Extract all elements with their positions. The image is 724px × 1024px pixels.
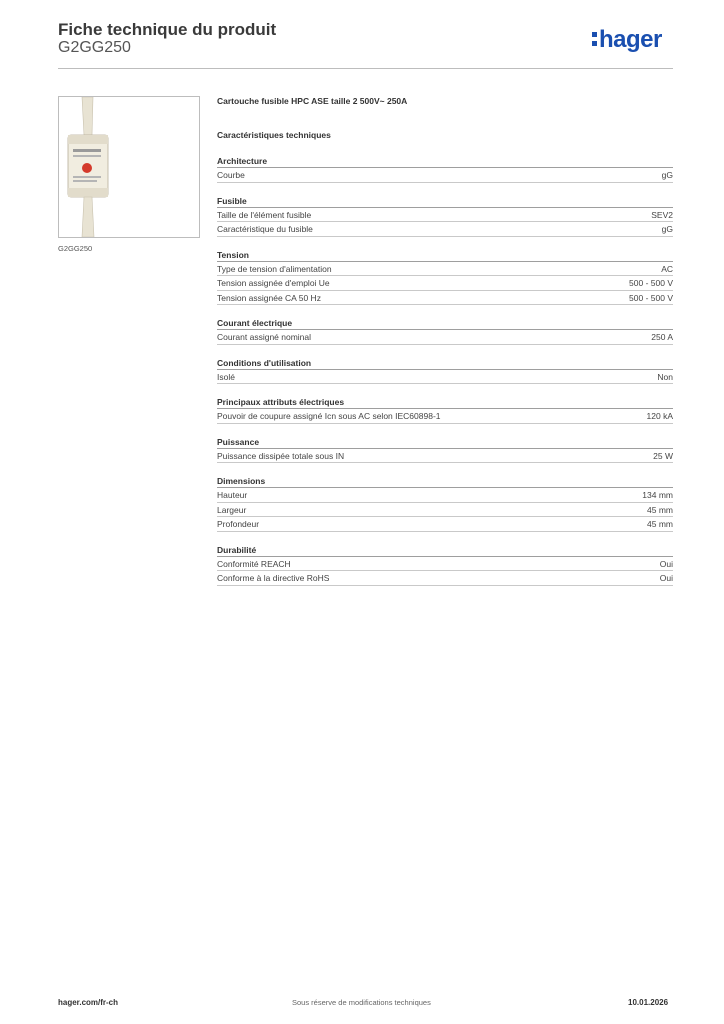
spec-label: Largeur (217, 504, 247, 515)
section-title: Puissance (217, 436, 673, 449)
spec-section (217, 249, 673, 306)
spec-value: 25 W (653, 450, 673, 461)
spec-label: Puissance dissipée totale sous IN (217, 450, 345, 461)
spec-row (217, 330, 673, 345)
logo-text: hager (599, 26, 662, 53)
spec-label: Conformité REACH (217, 558, 291, 569)
spec-section (217, 396, 673, 424)
image-caption: G2GG250 (58, 244, 93, 253)
spec-label: Courant assigné nominal (217, 332, 312, 342)
spec-row (217, 291, 673, 306)
spec-section (217, 155, 673, 183)
spec-row (217, 488, 673, 503)
section-title: Courant électrique (217, 317, 673, 330)
section-title: Architecture (217, 155, 673, 168)
spec-row (217, 262, 673, 277)
spec-value: 500 - 500 V (629, 292, 673, 303)
spec-row (217, 208, 673, 223)
spec-value: SEV2 (651, 209, 673, 220)
spec-row (217, 449, 673, 464)
spec-sections (217, 155, 673, 598)
section-title: Principaux attributs électriques (217, 396, 673, 409)
spec-value: 134 mm (642, 490, 673, 500)
product-reference: G2GG250 (58, 39, 131, 56)
spec-value: 250 A (651, 332, 673, 342)
spec-value: 500 - 500 V (629, 278, 673, 288)
spec-label: Hauteur (217, 490, 248, 500)
spec-row (217, 517, 673, 532)
header-divider (58, 68, 673, 69)
spec-label: Conforme à la directive RoHS (217, 573, 330, 583)
spec-row (217, 409, 673, 424)
section-title: Durabilité (217, 544, 673, 557)
spec-value: 120 kA (646, 411, 673, 421)
spec-label: Pouvoir de coupure assigné Icn sous AC selon IEC60898-1 (217, 411, 441, 421)
spec-label: Tension assignée d'emploi Ue (217, 278, 330, 288)
spec-value: 45 mm (647, 504, 673, 515)
spec-row (217, 168, 673, 183)
section-title: Fusible (217, 195, 673, 208)
spec-section (217, 357, 673, 385)
spec-value: Non (657, 371, 673, 382)
spec-label: Caractéristique du fusible (217, 224, 313, 234)
spec-row (217, 571, 673, 586)
spec-value: AC (661, 263, 673, 274)
footer-website-link[interactable]: hager.com/fr-ch (58, 998, 119, 1007)
spec-row (217, 503, 673, 518)
section-title: Tension (217, 249, 673, 262)
product-image (58, 96, 200, 238)
logo-colon-icon (592, 30, 597, 48)
spec-section (217, 317, 673, 345)
spec-label: Courbe (217, 170, 245, 180)
fuse-cartridge-icon (59, 97, 199, 237)
specs-heading: Caractéristiques techniques (217, 130, 331, 140)
spec-value: Oui (659, 558, 673, 569)
spec-value: Oui (659, 573, 673, 583)
spec-section (217, 436, 673, 464)
spec-row (217, 557, 673, 572)
product-description: Cartouche fusible HPC ASE taille 2 500V~ 250A (217, 96, 408, 106)
section-title: Dimensions (217, 475, 673, 488)
section-title: Conditions d'utilisation (217, 357, 673, 370)
spec-section (217, 195, 673, 237)
spec-section (217, 544, 673, 586)
spec-section (217, 475, 673, 532)
hager-logo (592, 26, 662, 54)
spec-value: 45 mm (647, 519, 673, 529)
spec-row (217, 370, 673, 385)
spec-row (217, 276, 673, 291)
spec-label: Tension assignée CA 50 Hz (217, 292, 321, 303)
spec-label: Taille de l'élément fusible (217, 209, 312, 220)
spec-value: gG (661, 224, 673, 234)
page-title: Fiche technique du produit (58, 20, 277, 39)
footer-disclaimer: Sous réserve de modifications techniques (292, 998, 431, 1007)
spec-label: Isolé (217, 371, 235, 382)
spec-label: Profondeur (217, 519, 260, 529)
footer-date: 10.01.2026 (628, 998, 669, 1007)
spec-label: Type de tension d'alimentation (217, 263, 332, 274)
spec-row (217, 222, 673, 237)
spec-value: gG (661, 170, 673, 180)
